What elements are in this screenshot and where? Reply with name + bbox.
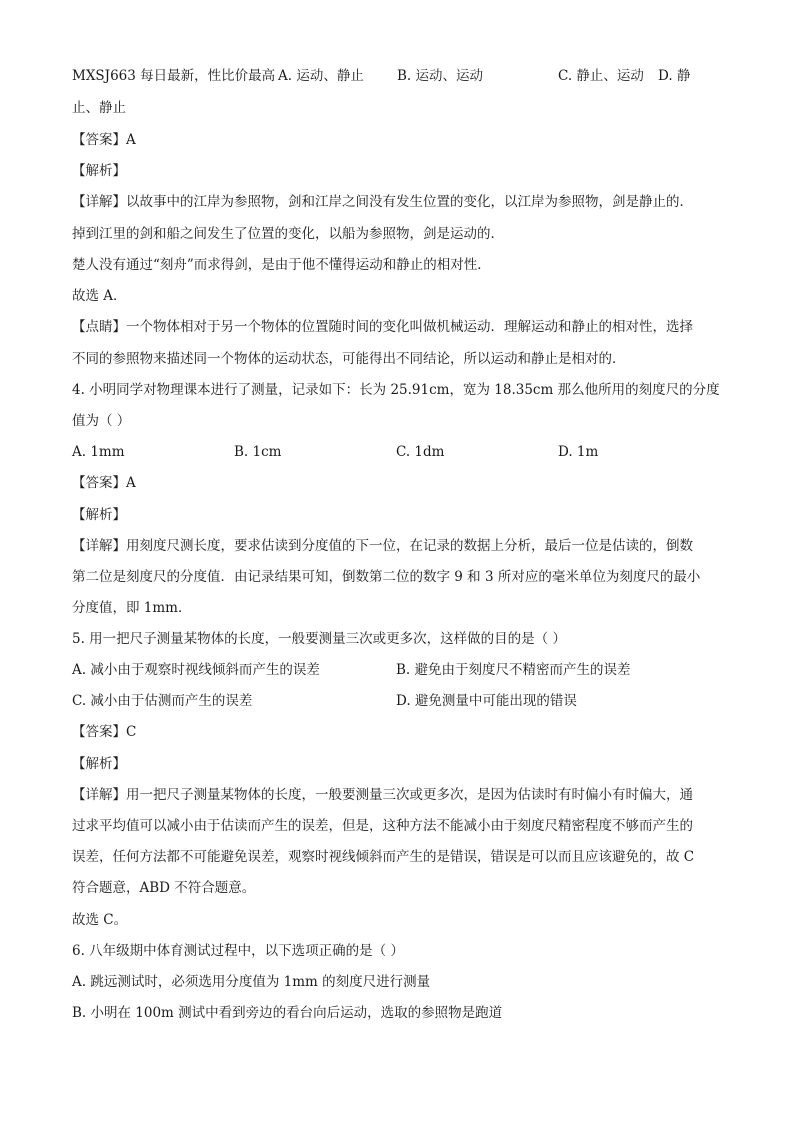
q3-answer: 【答案】A bbox=[72, 132, 136, 148]
q4-options-row bbox=[72, 442, 722, 462]
q5-answer: 【答案】C bbox=[72, 724, 137, 740]
q5-choice: 故选 C。 bbox=[72, 912, 128, 928]
q3-detail-line-2: 掉到江里的剑和船之间发生了位置的变化，以船为参照物，剑是运动的． bbox=[72, 226, 504, 242]
q3-line1-prefix: MXSJ663 每日最新，性比价最高 bbox=[72, 68, 276, 84]
q3-option-c: C. 静止、运动 bbox=[558, 68, 644, 84]
q4-option-c: C. 1dm bbox=[396, 444, 445, 460]
q5-options-row-2 bbox=[72, 691, 722, 711]
q4-option-d: D. 1m bbox=[558, 444, 599, 460]
q6-option-b: B. 小明在 100m 测试中看到旁边的看台向后运动，选取的参照物是跑道 bbox=[72, 1005, 503, 1021]
q5-stem: 5. 用一把尺子测量某物体的长度，一般要测量三次或更多次，这样做的目的是（ ） bbox=[72, 631, 566, 647]
q3-options-row bbox=[72, 66, 722, 86]
q3-analysis-heading: 【解析】 bbox=[72, 163, 126, 179]
q5-option-d: D. 避免测量中可能出现的错误 bbox=[396, 693, 577, 709]
q5-option-c: C. 减小由于估测而产生的误差 bbox=[72, 693, 253, 709]
q5-detail-line-2: 过求平均值可以减小由于估读而产生的误差，但是，这种方法不能减小由于刻度尺精密程度不够而产生的 bbox=[72, 818, 693, 834]
q3-note-line-2: 不同的参照物来描述同一个物体的运动状态，可能得出不同结论，所以运动和静止是相对的． bbox=[72, 351, 626, 367]
q4-stem-line-1: 4. 小明同学对物理课本进行了测量，记录如下：长为 25.91cm，宽为 18.35cm 那么他所用的刻度尺的分度 bbox=[72, 382, 720, 398]
q5-analysis-heading: 【解析】 bbox=[72, 756, 126, 772]
q5-option-a: A. 减小由于观察时视线倾斜而产生的误差 bbox=[72, 662, 320, 678]
q3-option-b: B. 运动、运动 bbox=[397, 68, 484, 84]
q4-analysis-heading: 【解析】 bbox=[72, 507, 126, 523]
q3-choice: 故选 A． bbox=[72, 288, 127, 304]
q5-detail-line-3: 误差，任何方法都不可能避免误差，观察时视线倾斜而产生的是错误，错误是可以而且应该避免的，故 C bbox=[72, 849, 695, 865]
q4-detail-line-1: 【详解】用刻度尺测长度，要求估读到分度值的下一位，在记录的数据上分析，最后一位是估读的，倒数 bbox=[72, 538, 693, 554]
q3-option-a: A. 运动、静止 bbox=[278, 68, 364, 84]
q6-option-a: A. 跳远测试时，必须选用分度值为 1mm 的刻度尺进行测量 bbox=[72, 974, 431, 990]
q3-note-line-1: 【点睛】一个物体相对于另一个物体的位置随时间的变化叫做机械运动．理解运动和静止的相对性，选择 bbox=[72, 319, 693, 335]
q4-stem-line-2: 值为（ ） bbox=[72, 413, 131, 429]
q4-detail-line-2: 第二位是刻度尺的分度值．由记录结果可知，倒数第二位的数字 9 和 3 所对应的毫米单位为刻度尺的最小 bbox=[72, 569, 701, 585]
q5-options-row-1 bbox=[72, 660, 722, 680]
q3-detail-line-1: 【详解】以故事中的江岸为参照物，剑和江岸之间没有发生位置的变化，以江岸为参照物，剑是静止的． bbox=[72, 194, 693, 210]
q5-option-b: B. 避免由于刻度尺不精密而产生的误差 bbox=[396, 662, 631, 678]
q4-answer: 【答案】A bbox=[72, 475, 136, 491]
q3-option-d-part1: D. 静 bbox=[658, 68, 691, 84]
q5-detail-line-4: 符合题意，ABD 不符合题意。 bbox=[72, 880, 256, 896]
q6-stem: 6. 八年级期中体育测试过程中，以下选项正确的是（ ） bbox=[72, 943, 404, 959]
q4-option-a: A. 1mm bbox=[72, 444, 125, 460]
q3-option-d-part2: 止、静止 bbox=[72, 100, 126, 116]
q5-detail-line-1: 【详解】用一把尺子测量某物体的长度，一般要测量三次或更多次，是因为估读时有时偏小有时偏大，通 bbox=[72, 787, 693, 803]
q4-detail-line-3: 分度值，即 1mm． bbox=[72, 600, 192, 616]
q4-option-b: B. 1cm bbox=[234, 444, 282, 460]
q3-detail-line-3: 楚人没有通过“刻舟”而求得剑，是由于他不懂得运动和静止的相对性． bbox=[72, 257, 491, 273]
